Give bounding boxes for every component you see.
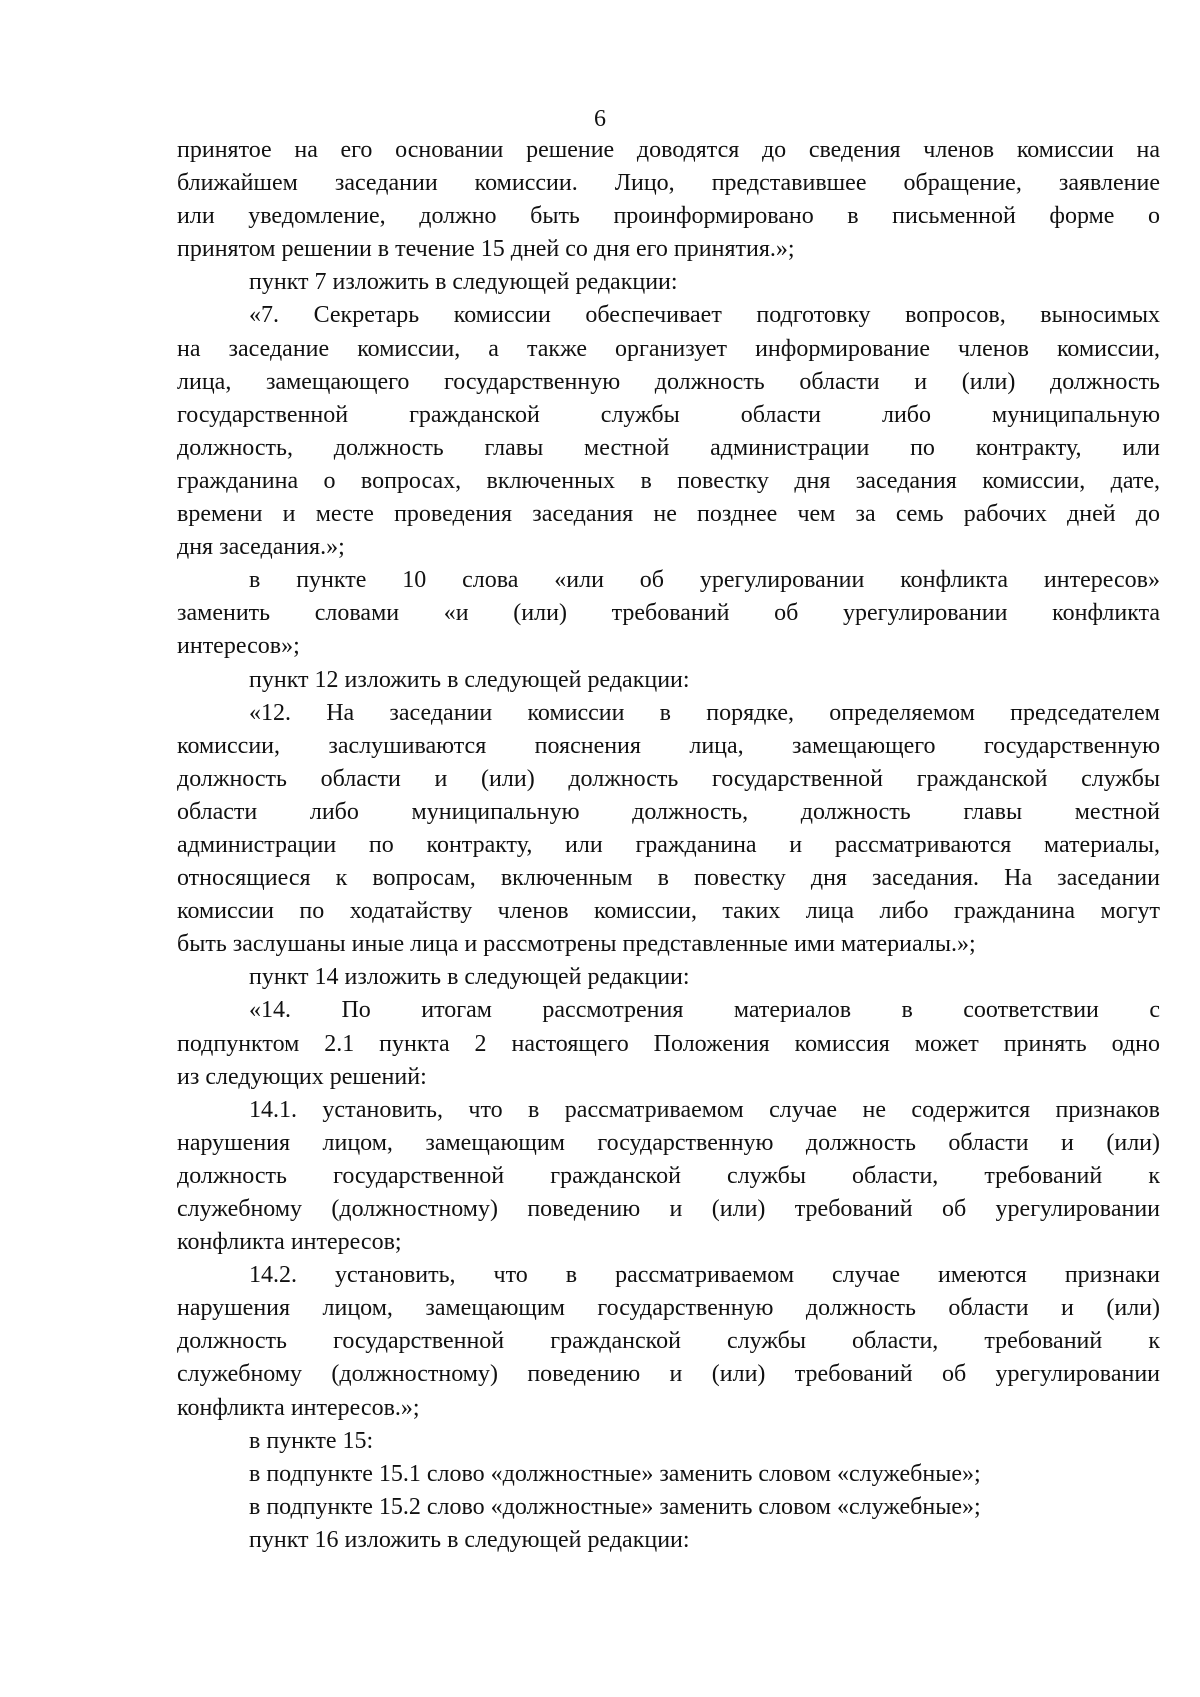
text-line: «14. По итогам рассмотрения материалов в соответствии с — [249, 997, 1160, 1024]
text-line: ближайшем заседании комиссии. Лицо, представившее обращение, заявление — [177, 170, 1160, 197]
text-line: в подпункте 15.1 слово «должностные» заменить словом «служебные»; — [249, 1460, 981, 1487]
text-line: служебному (должностному) поведению и (или) требований об урегулировании — [177, 1361, 1160, 1388]
text-line: в пункте 10 слова «или об урегулировании конфликта интересов» — [249, 567, 1160, 594]
text-line: пункт 14 изложить в следующей редакции: — [249, 964, 690, 991]
text-line: должность государственной гражданской службы области, требований к — [177, 1328, 1160, 1355]
text-line: в подпункте 15.2 слово «должностные» заменить словом «служебные»; — [249, 1493, 981, 1520]
text-line: «7. Секретарь комиссии обеспечивает подготовку вопросов, выносимых — [249, 302, 1160, 329]
document-body — [177, 134, 1160, 1557]
text-line: пункт 12 изложить в следующей редакции: — [249, 666, 690, 693]
text-line: пункт 7 изложить в следующей редакции: — [249, 269, 678, 296]
text-line: быть заслушаны иные лица и рассмотрены представленные ими материалы.»; — [177, 931, 976, 958]
text-line: дня заседания.»; — [177, 534, 345, 561]
text-line: администрации по контракту, или гражданина и рассматриваются материалы, — [177, 831, 1160, 858]
text-line: времени и месте проведения заседания не позднее чем за семь рабочих дней до — [177, 501, 1160, 528]
text-line: области либо муниципальную должность, должность главы местной — [177, 798, 1160, 825]
text-line: подпунктом 2.1 пункта 2 настоящего Положения комиссия может принять одно — [177, 1030, 1160, 1057]
text-line: «12. На заседании комиссии в порядке, определяемом председателем — [249, 699, 1160, 726]
text-line: государственной гражданской службы области либо муниципальную — [177, 401, 1160, 428]
text-line: принятом решении в течение 15 дней со дня его принятия.»; — [177, 236, 795, 263]
text-line: служебному (должностному) поведению и (или) требований об урегулировании — [177, 1196, 1160, 1222]
text-line: комиссии по ходатайству членов комиссии, таких лица либо гражданина могут — [177, 898, 1160, 925]
text-line: комиссии, заслушиваются пояснения лица, замещающего государственную — [177, 732, 1160, 759]
text-line: принятое на его основании решение доводятся до сведения членов комиссии на — [177, 137, 1160, 163]
text-line: интересов»; — [177, 633, 300, 660]
text-line: конфликта интересов; — [177, 1229, 402, 1256]
text-line: пункт 16 изложить в следующей редакции: — [249, 1526, 690, 1553]
text-line: заменить словами «и (или) требований об урегулировании конфликта — [177, 600, 1160, 627]
text-line: нарушения лицом, замещающим государственную должность области и (или) — [177, 1295, 1160, 1322]
page-number: 6 — [594, 106, 606, 132]
text-line: 14.1. установить, что в рассматриваемом случае не содержится признаков — [249, 1096, 1160, 1123]
text-line: должность области и (или) должность государственной гражданской службы — [177, 765, 1160, 792]
text-line: 14.2. установить, что в рассматриваемом случае имеются признаки — [249, 1262, 1160, 1289]
text-line: гражданина о вопросах, включенных в повестку дня заседания комиссии, дате, — [177, 467, 1160, 494]
text-line: относящиеся к вопросам, включенным в повестку дня заседания. На заседании — [177, 865, 1160, 892]
text-line: или уведомление, должно быть проинформировано в письменной форме о — [177, 203, 1160, 230]
text-line: должность, должность главы местной администрации по контракту, или — [177, 434, 1160, 461]
text-line: из следующих решений: — [177, 1063, 427, 1090]
text-line: должность государственной гражданской службы области, требований к — [177, 1162, 1160, 1189]
text-line: на заседание комиссии, а также организует информирование членов комиссии, — [177, 335, 1160, 362]
text-line: конфликта интересов.»; — [177, 1394, 420, 1421]
text-line: лица, замещающего государственную должность области и (или) должность — [177, 368, 1160, 395]
text-line: нарушения лицом, замещающим государственную должность области и (или) — [177, 1129, 1160, 1156]
text-line: в пункте 15: — [249, 1427, 374, 1454]
